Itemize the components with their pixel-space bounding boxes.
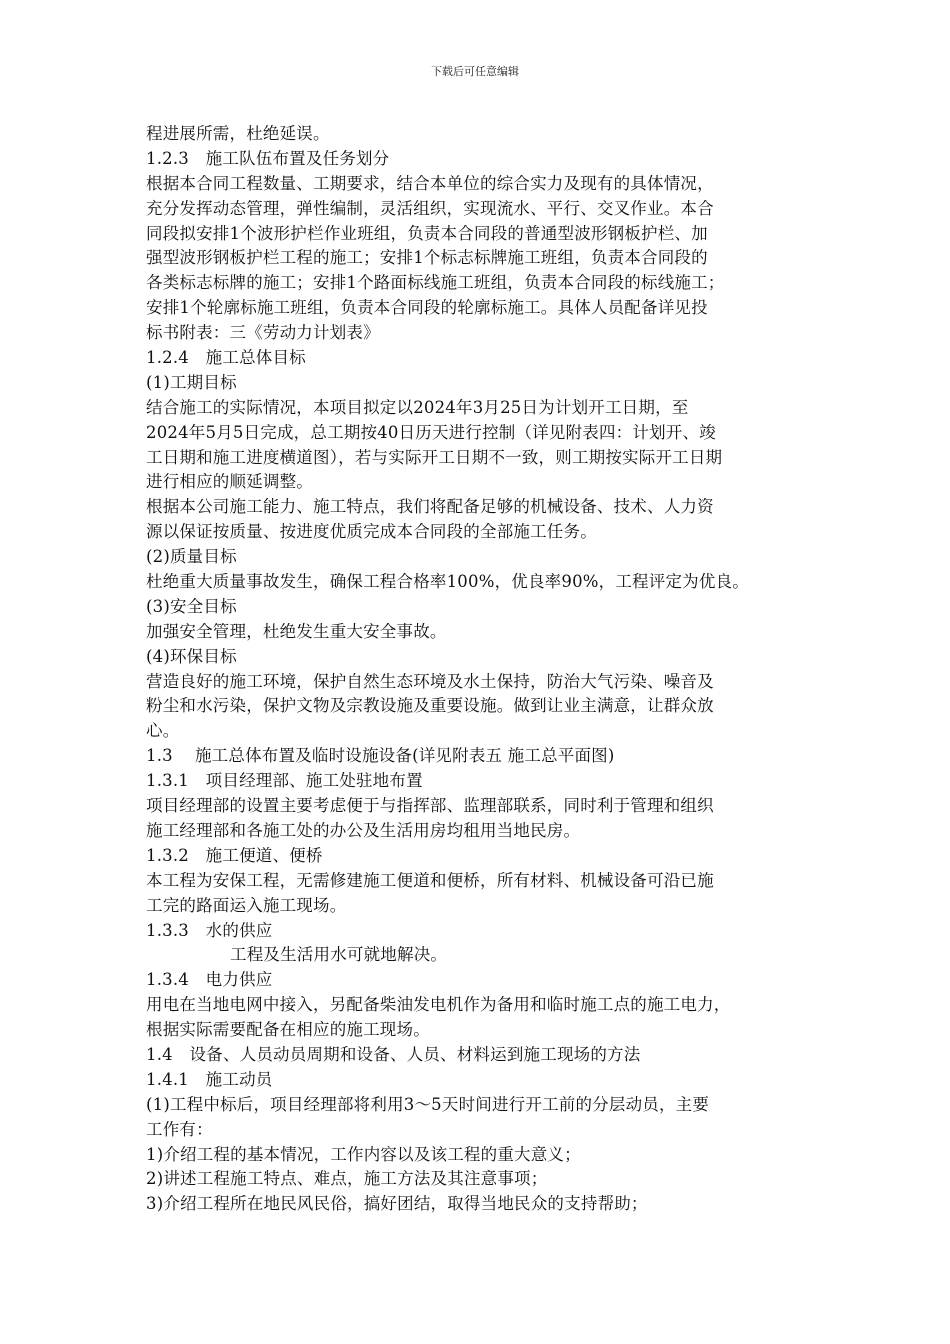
document-body [146, 122, 810, 1217]
text-line: 营造良好的施工环境，保护自然生态环境及水土保持，防治大气污染、噪音及 [146, 671, 714, 691]
text-line: 工程及生活用水可就地解决。 [230, 945, 448, 965]
section-heading: 1.4.1 施工动员 [146, 1069, 273, 1089]
text-line: 程进展所需，杜绝延误。 [146, 124, 330, 143]
text-line: 各类标志标牌的施工；安排1个路面标线施工班组，负责本合同段的标线施工； [146, 273, 725, 293]
text-line: 根据本公司施工能力、施工特点，我们将配备足够的机械设备、技术、人力资 [146, 497, 714, 517]
section-heading: 1.3.1 项目经理部、施工处驻地布置 [146, 771, 423, 791]
section-heading: 1.3.4 电力供应 [146, 970, 273, 990]
subheading: (2)质量目标 [146, 547, 237, 567]
text-line: 充分发挥动态管理，弹性编制，灵活组织，实现流水、平行、交叉作业。本合 [146, 198, 714, 218]
text-line: 进行相应的顺延调整。 [146, 472, 313, 492]
text-line: 工完的路面运入施工现场。 [146, 895, 347, 915]
subheading: (3)安全目标 [146, 596, 237, 616]
text-line: 源以保证按质量、按进度优质完成本合同段的全部施工任务。 [146, 522, 597, 542]
text-line: 用电在当地电网中接入，另配备柴油发电机作为备用和临时施工点的施工电力， [146, 995, 731, 1015]
text-line: 2024年5月5日完成，总工期按40日历天进行控制（详见附表四：计划开、竣 [146, 422, 716, 442]
text-line: 施工经理部和各施工处的办公及生活用房均租用当地民房。 [146, 820, 581, 840]
text-line: (1)工程中标后，项目经理部将利用3～5天时间进行开工前的分层动员，主要 [146, 1094, 710, 1114]
section-heading: 1.3.3 水的供应 [146, 920, 273, 940]
subheading: (4)环保目标 [146, 646, 237, 666]
text-line: 根据本合同工程数量、工期要求，结合本单位的综合实力及现有的具体情况， [146, 173, 714, 193]
section-heading: 1.2.3 施工队伍布置及任务划分 [146, 148, 390, 168]
text-line: 工作有： [146, 1119, 213, 1139]
text-line: 工日期和施工进度横道图），若与实际开工日期不一致，则工期按实际开工日期 [146, 447, 723, 467]
text-line: 粉尘和水污染，保护文物及宗教设施及重要设施。做到让业主满意，让群众放 [146, 696, 714, 716]
text-line: 安排1个轮廓标施工班组，负责本合同段的轮廓标施工。具体人员配备详见投 [146, 298, 708, 318]
text-line: 加强安全管理，杜绝发生重大安全事故。 [146, 621, 447, 641]
subheading: (1)工期目标 [146, 372, 237, 392]
section-heading: 1.3.2 施工便道、便桥 [146, 845, 323, 865]
text-line: 本工程为安保工程，无需修建施工便道和便桥，所有材料、机械设备可沿已施 [146, 870, 714, 890]
list-item: 2)讲述工程施工特点、难点，施工方法及其注意事项； [146, 1169, 548, 1189]
text-line: 强型波形钢板护栏工程的施工；安排1个标志标牌施工班组，负责本合同段的 [146, 248, 708, 268]
text-line: 结合施工的实际情况，本项目拟定以2024年3月25日为计划开工日期，至 [146, 397, 689, 417]
section-heading: 1.2.4 施工总体目标 [146, 348, 306, 368]
text-line: 杜绝重大质量事故发生，确保工程合格率100%，优良率90%，工程评定为优良。 [146, 572, 749, 592]
text-line: 同段拟安排1个波形护栏作业班组，负责本合同段的普通型波形钢板护栏、加 [146, 223, 708, 243]
section-heading: 1.3 施工总体布置及临时设施设备(详见附表五 施工总平面图) [146, 746, 615, 766]
section-heading: 1.4 设备、人员动员周期和设备、人员、材料运到施工现场的方法 [146, 1044, 641, 1064]
text-line: 项目经理部的设置主要考虑便于与指挥部、监理部联系，同时利于管理和组织 [146, 796, 714, 816]
text-line: 心。 [146, 721, 180, 741]
text-line: 根据实际需要配备在相应的施工现场。 [146, 1020, 430, 1040]
list-item: 3)介绍工程所在地民风民俗，搞好团结，取得当地民众的支持帮助； [146, 1194, 648, 1214]
list-item: 1)介绍工程的基本情况，工作内容以及该工程的重大意义； [146, 1144, 581, 1164]
page-header: 下载后可任意编辑 [431, 65, 519, 78]
text-line: 标书附表：三《劳动力计划表》 [146, 323, 380, 343]
